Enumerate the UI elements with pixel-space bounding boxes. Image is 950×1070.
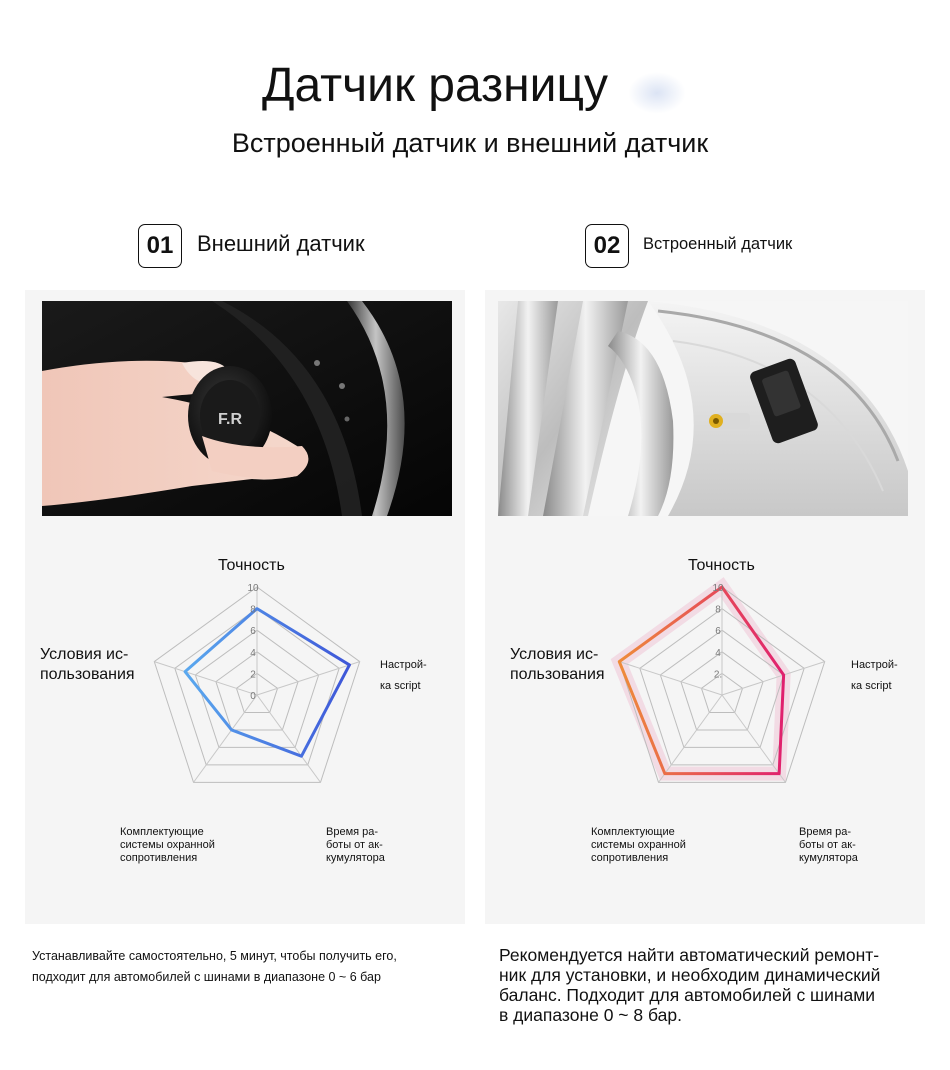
radar-axis-line	[154, 662, 257, 695]
page-title: Датчик разницу	[262, 59, 608, 112]
radar2-label-setup-1: Настрой-	[851, 659, 898, 671]
radar1-label-accuracy: Точность	[218, 557, 285, 574]
panel-internal-sensor	[485, 290, 925, 924]
radar1-label-usage: Условия ис- пользования	[40, 646, 135, 683]
radar-tick-label: 6	[715, 626, 721, 638]
radar1-label-components: Комплектующие системы охранной сопротивления	[120, 826, 215, 864]
radar-tick-label: 2.	[713, 669, 723, 681]
page-subtitle: Встроенный датчик и внешний датчик	[231, 128, 709, 158]
external-sensor-description: Устанавливайте самостоятельно, 5 минут, чтобы получить его, подходит для автомобилей с шинами в диапазоне 0 ~ 6 бар	[32, 949, 397, 984]
radar1-label-battery: Время ра- боты от ак- кумулятора	[326, 826, 385, 864]
radar-tick-label: 0	[250, 691, 256, 702]
section-title-1: Внешний датчик	[197, 231, 365, 256]
radar-tick-label: 10	[712, 583, 724, 594]
radar2-label-accuracy: Точность	[688, 557, 755, 574]
radar2-label-usage: Условия ис- пользования	[510, 646, 605, 683]
radar-tick-label: 8	[250, 604, 256, 616]
radar-series-line	[185, 609, 349, 757]
radar-axis-line	[257, 662, 360, 695]
radar-tick-label: 10	[247, 583, 259, 594]
radar-tick-label: 4	[715, 647, 721, 659]
radar1-label-setup-2: ка script	[380, 680, 421, 692]
radar2-label-components: Комплектующие системы охранной сопротивления	[591, 826, 686, 864]
cap-text: F.R	[218, 411, 242, 428]
section-title-2: Встроенный датчик	[643, 235, 793, 253]
radar-chart-internal	[485, 290, 925, 924]
radar-tick-label: 4	[250, 647, 256, 659]
radar-tick-label: 6	[250, 626, 256, 638]
section-number-1: 01	[138, 224, 182, 268]
panel-external-sensor	[25, 290, 465, 924]
radar1-label-setup-1: Настрой-	[380, 659, 427, 671]
radar-chart-external	[25, 290, 465, 924]
radar2-label-setup-2: ка script	[851, 680, 892, 692]
glare-decoration	[628, 72, 686, 114]
internal-sensor-description: Рекомендуется найти автоматический ремонт- ник для установки, и необходим динамический баланс. Подходит для автомобилей с шинами в диапазоне 0 ~ 8 бар.	[499, 945, 881, 1025]
radar-tick-label: 8	[715, 604, 721, 616]
radar2-label-battery: Время ра- боты от ак- кумулятора	[799, 826, 858, 864]
radar-axis-line	[194, 695, 257, 782]
radar-tick-label: 2	[250, 669, 256, 681]
section-number-2: 02	[585, 224, 629, 268]
